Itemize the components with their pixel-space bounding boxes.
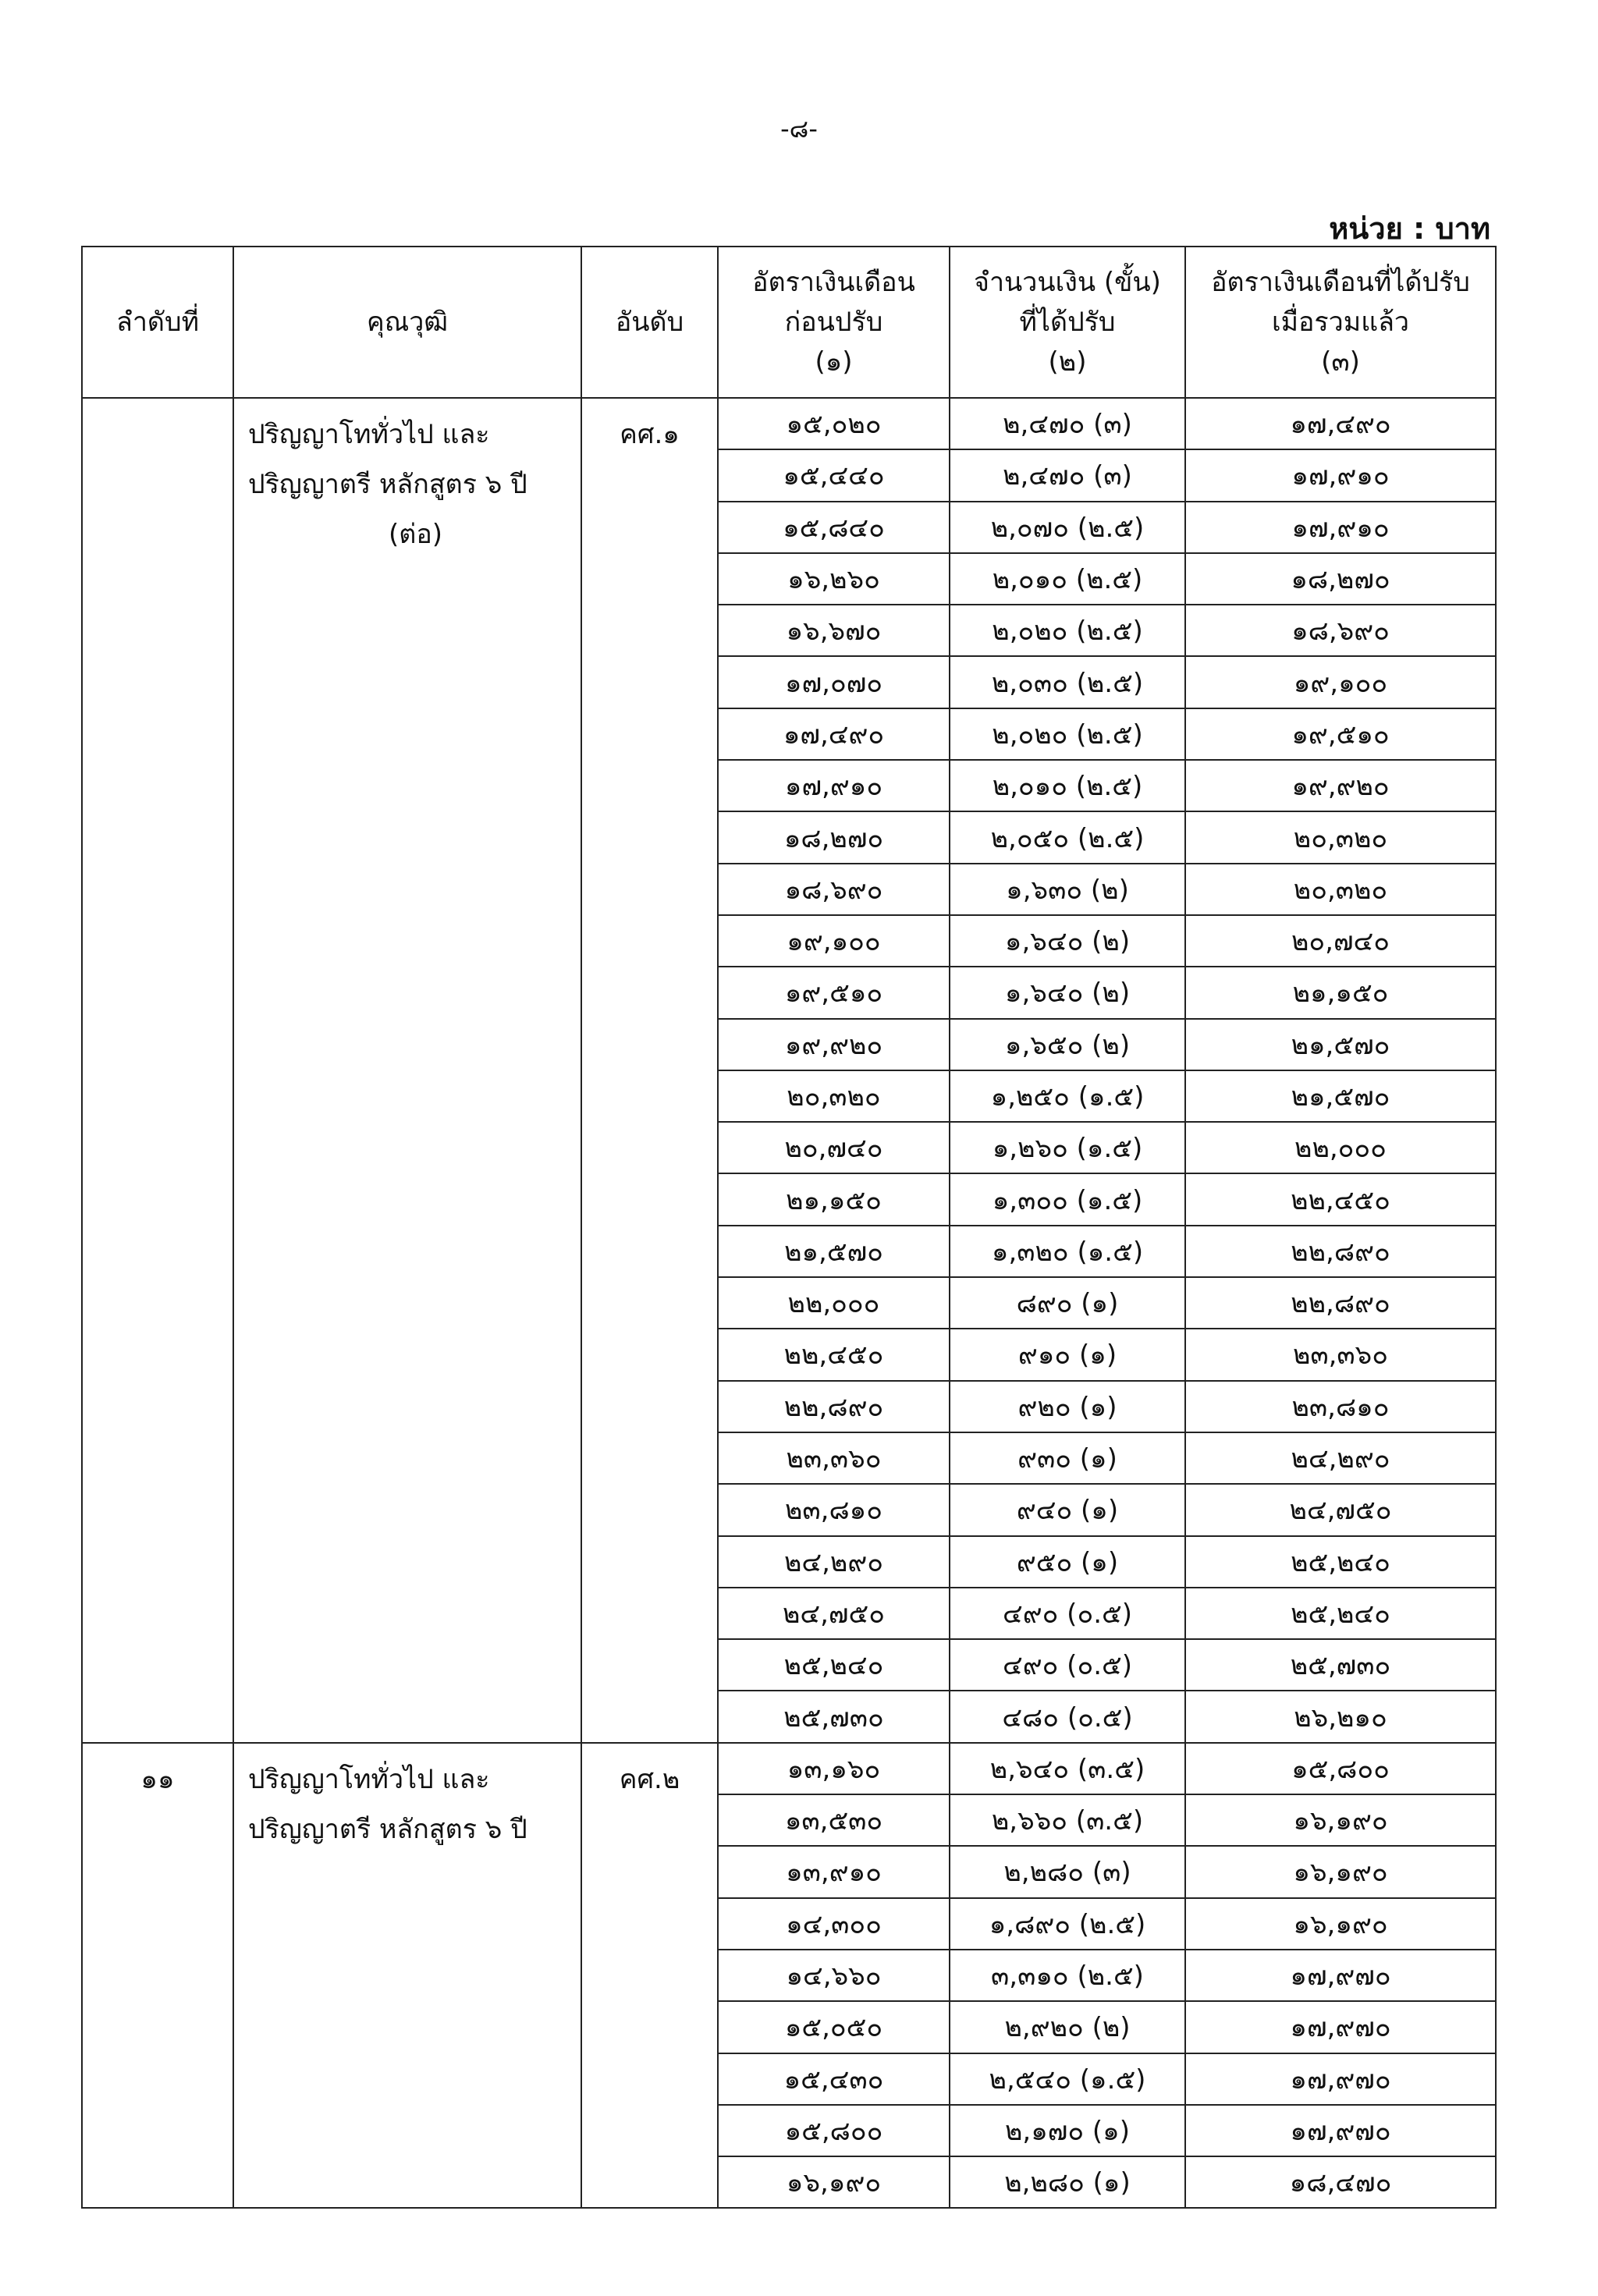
salary-after-cell: ๒๑,๕๗๐ (1185, 1019, 1496, 1070)
salary-before-cell: ๑๗,๐๗๐ (718, 656, 950, 708)
adjust-amount-cell: ๑,๖๔๐ (๒) (950, 915, 1185, 967)
salary-before-cell: ๑๗,๙๑๐ (718, 760, 950, 811)
header-salary-before-line1: อัตราเงินเดือน (752, 266, 915, 298)
salary-before-cell: ๑๕,๘๔๐ (718, 502, 950, 553)
salary-before-cell: ๑๓,๕๓๐ (718, 1794, 950, 1846)
group-order-cell (82, 398, 233, 1743)
salary-before-cell: ๑๕,๐๕๐ (718, 2001, 950, 2053)
adjust-amount-cell: ๑,๓๐๐ (๑.๕) (950, 1173, 1185, 1225)
salary-after-cell: ๑๙,๙๒๐ (1185, 760, 1496, 811)
adjust-amount-cell: ๑,๓๒๐ (๑.๕) (950, 1226, 1185, 1277)
adjust-amount-cell: ๔๘๐ (๐.๕) (950, 1691, 1185, 1742)
salary-after-cell: ๒๕,๗๓๐ (1185, 1639, 1496, 1691)
adjust-amount-cell: ๒,๐๓๐ (๒.๕) (950, 656, 1185, 708)
salary-after-cell: ๑๕,๘๐๐ (1185, 1743, 1496, 1794)
salary-before-cell: ๑๖,๖๗๐ (718, 605, 950, 656)
salary-before-cell: ๑๘,๖๙๐ (718, 864, 950, 915)
adjust-amount-cell: ๙๒๐ (๑) (950, 1381, 1185, 1432)
header-salary-before (718, 247, 950, 398)
header-order: ลำดับที่ (82, 247, 233, 398)
salary-after-cell: ๒๒,๔๕๐ (1185, 1173, 1496, 1225)
header-salary-after-line2: เมื่อรวมแล้ว (1271, 306, 1410, 338)
header-salary-after (1185, 247, 1496, 398)
salary-after-cell: ๑๗,๙๗๐ (1185, 1950, 1496, 2001)
group-qualification-line: ปริญญาโททั่วไป และ (248, 1763, 490, 1795)
table-row (82, 398, 1496, 449)
salary-after-cell: ๒๓,๓๖๐ (1185, 1329, 1496, 1380)
adjust-amount-cell: ๒,๐๑๐ (๒.๕) (950, 760, 1185, 811)
salary-before-cell: ๒๒,๔๕๐ (718, 1329, 950, 1380)
group-qualification-line: (ต่อ) (389, 519, 443, 550)
salary-after-cell: ๑๗,๙๗๐ (1185, 2053, 1496, 2105)
adjust-amount-cell: ๒,๑๗๐ (๑) (950, 2105, 1185, 2156)
salary-before-cell: ๒๔,๗๕๐ (718, 1588, 950, 1639)
group-qualification-cell (233, 1743, 581, 2209)
salary-after-cell: ๒๒,๘๙๐ (1185, 1277, 1496, 1329)
header-adjust-amount-line2: ที่ได้ปรับ (1019, 306, 1116, 338)
adjust-amount-cell: ๒,๒๘๐ (๓) (950, 1846, 1185, 1897)
salary-after-cell: ๒๐,๗๔๐ (1185, 915, 1496, 967)
group-rank: คศ.๑ (620, 419, 680, 450)
salary-after-cell: ๑๗,๙๗๐ (1185, 2001, 1496, 2053)
adjust-amount-cell: ๒,๖๔๐ (๓.๕) (950, 1743, 1185, 1794)
salary-after-cell: ๒๔,๗๕๐ (1185, 1484, 1496, 1535)
adjust-amount-cell: ๙๑๐ (๑) (950, 1329, 1185, 1380)
header-adjust-amount-line1: จำนวนเงิน (ขั้น) (974, 266, 1161, 298)
adjust-amount-cell: ๒,๕๔๐ (๑.๕) (950, 2053, 1185, 2105)
header-adjust-amount-line3: (๒) (1048, 346, 1087, 378)
adjust-amount-cell: ๒,๐๒๐ (๒.๕) (950, 708, 1185, 760)
adjust-amount-cell: ๑,๖๓๐ (๒) (950, 864, 1185, 915)
adjust-amount-cell: ๙๓๐ (๑) (950, 1432, 1185, 1484)
group-rank: คศ.๒ (619, 1763, 680, 1795)
salary-before-cell: ๑๕,๔๓๐ (718, 2053, 950, 2105)
adjust-amount-cell: ๑,๒๕๐ (๑.๕) (950, 1070, 1185, 1122)
adjust-amount-cell: ๔๙๐ (๐.๕) (950, 1639, 1185, 1691)
salary-after-cell: ๒๖,๒๑๐ (1185, 1691, 1496, 1742)
salary-after-cell: ๒๑,๑๕๐ (1185, 967, 1496, 1018)
salary-before-cell: ๑๓,๑๖๐ (718, 1743, 950, 1794)
adjust-amount-cell: ๑,๒๖๐ (๑.๕) (950, 1122, 1185, 1173)
salary-before-cell: ๑๙,๑๐๐ (718, 915, 950, 967)
salary-before-cell: ๒๓,๘๑๐ (718, 1484, 950, 1535)
salary-before-cell: ๒๕,๒๔๐ (718, 1639, 950, 1691)
group-qualification-line: ปริญญาตรี หลักสูตร ๖ ปี (248, 1813, 527, 1845)
adjust-amount-cell: ๒,๔๗๐ (๓) (950, 398, 1185, 449)
adjust-amount-cell: ๑,๘๙๐ (๒.๕) (950, 1898, 1185, 1950)
header-adjust-amount (950, 247, 1185, 398)
salary-after-cell: ๑๖,๑๙๐ (1185, 1898, 1496, 1950)
group-order (83, 399, 233, 410)
adjust-amount-cell: ๙๔๐ (๑) (950, 1484, 1185, 1535)
unit-label: หน่วย : บาท (1329, 211, 1490, 246)
salary-before-cell: ๑๘,๒๗๐ (718, 811, 950, 863)
header-row (82, 247, 1496, 398)
adjust-amount-cell: ๓,๓๑๐ (๒.๕) (950, 1950, 1185, 2001)
group-order: ๑๑ (140, 1763, 175, 1795)
salary-after-cell: ๑๗,๙๗๐ (1185, 2105, 1496, 2156)
header-salary-before-line2: ก่อนปรับ (784, 306, 883, 338)
salary-after-cell: ๑๖,๑๙๐ (1185, 1794, 1496, 1846)
salary-before-cell: ๑๕,๘๐๐ (718, 2105, 950, 2156)
adjust-amount-cell: ๘๙๐ (๑) (950, 1277, 1185, 1329)
salary-after-cell: ๑๙,๑๐๐ (1185, 656, 1496, 708)
adjust-amount-cell: ๒,๐๒๐ (๒.๕) (950, 605, 1185, 656)
adjust-amount-cell: ๒,๒๘๐ (๑) (950, 2156, 1185, 2208)
adjust-amount-cell: ๒,๐๕๐ (๒.๕) (950, 811, 1185, 863)
header-qualification: คุณวุฒิ (233, 247, 581, 398)
salary-before-cell: ๒๒,๘๙๐ (718, 1381, 950, 1432)
group-qualification-line: ปริญญาโททั่วไป และ (248, 419, 490, 450)
header-salary-after-line1: อัตราเงินเดือนที่ได้ปรับ (1211, 266, 1470, 298)
salary-after-cell: ๑๗,๔๙๐ (1185, 398, 1496, 449)
table-body (82, 398, 1496, 2208)
group-qualification-cell (233, 398, 581, 1743)
salary-before-cell: ๒๔,๒๙๐ (718, 1536, 950, 1588)
salary-before-cell: ๑๖,๒๖๐ (718, 553, 950, 605)
adjust-amount-cell: ๒,๐๑๐ (๒.๕) (950, 553, 1185, 605)
table-row (82, 1743, 1496, 1794)
salary-after-cell: ๒๕,๒๔๐ (1185, 1536, 1496, 1588)
salary-after-cell: ๒๕,๒๔๐ (1185, 1588, 1496, 1639)
salary-after-cell: ๒๐,๓๒๐ (1185, 864, 1496, 915)
group-qualification-line: ปริญญาตรี หลักสูตร ๖ ปี (248, 469, 527, 500)
salary-before-cell: ๒๑,๑๕๐ (718, 1173, 950, 1225)
salary-after-cell: ๒๓,๘๑๐ (1185, 1381, 1496, 1432)
salary-before-cell: ๒๐,๗๔๐ (718, 1122, 950, 1173)
adjust-amount-cell: ๙๕๐ (๑) (950, 1536, 1185, 1588)
salary-before-cell: ๑๕,๔๔๐ (718, 449, 950, 501)
salary-before-cell: ๒๑,๕๗๐ (718, 1226, 950, 1277)
salary-table (81, 246, 1497, 2209)
salary-before-cell: ๑๖,๑๙๐ (718, 2156, 950, 2208)
salary-before-cell: ๑๗,๔๙๐ (718, 708, 950, 760)
salary-before-cell: ๑๔,๖๖๐ (718, 1950, 950, 2001)
header-rank: อันดับ (581, 247, 718, 398)
salary-before-cell: ๑๕,๐๒๐ (718, 398, 950, 449)
header-salary-after-line3: (๓) (1321, 346, 1360, 378)
salary-after-cell: ๑๘,๒๗๐ (1185, 553, 1496, 605)
salary-after-cell: ๑๖,๑๙๐ (1185, 1846, 1496, 1897)
adjust-amount-cell: ๒,๔๗๐ (๓) (950, 449, 1185, 501)
salary-before-cell: ๑๙,๕๑๐ (718, 967, 950, 1018)
salary-after-cell: ๒๐,๓๒๐ (1185, 811, 1496, 863)
adjust-amount-cell: ๑,๖๔๐ (๒) (950, 967, 1185, 1018)
group-order-cell (82, 1743, 233, 2209)
salary-before-cell: ๑๙,๙๒๐ (718, 1019, 950, 1070)
header-salary-before-line3: (๑) (815, 346, 853, 378)
adjust-amount-cell: ๑,๖๕๐ (๒) (950, 1019, 1185, 1070)
salary-before-cell: ๒๕,๗๓๐ (718, 1691, 950, 1742)
salary-before-cell: ๒๐,๓๒๐ (718, 1070, 950, 1122)
salary-before-cell: ๒๓,๓๖๐ (718, 1432, 950, 1484)
salary-after-cell: ๒๔,๒๙๐ (1185, 1432, 1496, 1484)
salary-after-cell: ๑๗,๙๑๐ (1185, 502, 1496, 553)
salary-before-cell: ๑๔,๓๐๐ (718, 1898, 950, 1950)
salary-after-cell: ๒๒,๘๙๐ (1185, 1226, 1496, 1277)
salary-after-cell: ๒๑,๕๗๐ (1185, 1070, 1496, 1122)
salary-before-cell: ๑๓,๙๑๐ (718, 1846, 950, 1897)
group-rank-cell (581, 1743, 718, 2209)
page-number: -๘- (780, 114, 818, 144)
salary-after-cell: ๑๙,๕๑๐ (1185, 708, 1496, 760)
salary-after-cell: ๑๘,๖๙๐ (1185, 605, 1496, 656)
adjust-amount-cell: ๔๙๐ (๐.๕) (950, 1588, 1185, 1639)
salary-after-cell: ๑๘,๔๗๐ (1185, 2156, 1496, 2208)
salary-before-cell: ๒๒,๐๐๐ (718, 1277, 950, 1329)
adjust-amount-cell: ๒,๙๒๐ (๒) (950, 2001, 1185, 2053)
salary-after-cell: ๑๗,๙๑๐ (1185, 449, 1496, 501)
salary-after-cell: ๒๒,๐๐๐ (1185, 1122, 1496, 1173)
group-rank-cell (581, 398, 718, 1743)
adjust-amount-cell: ๒,๖๖๐ (๓.๕) (950, 1794, 1185, 1846)
adjust-amount-cell: ๒,๐๗๐ (๒.๕) (950, 502, 1185, 553)
